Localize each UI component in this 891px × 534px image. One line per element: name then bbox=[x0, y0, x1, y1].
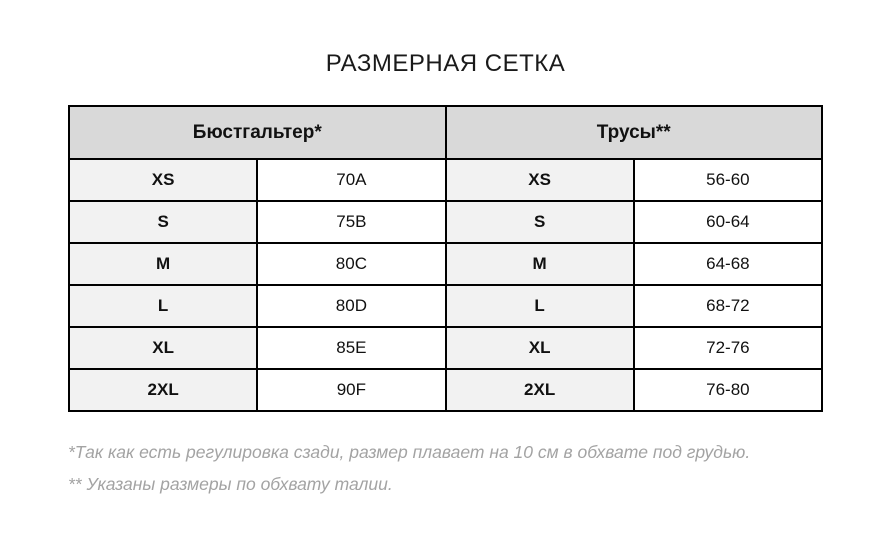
panty-value-cell: 76-80 bbox=[634, 369, 822, 411]
table-row bbox=[69, 285, 822, 327]
bra-value-cell: 70A bbox=[257, 159, 445, 201]
table-row bbox=[69, 369, 822, 411]
bra-size-cell: M bbox=[69, 243, 257, 285]
bra-column-header: Бюстгальтер* bbox=[69, 106, 446, 159]
panty-size-cell: L bbox=[446, 285, 634, 327]
panty-size-cell: S bbox=[446, 201, 634, 243]
panty-size-cell: 2XL bbox=[446, 369, 634, 411]
bra-size-cell: 2XL bbox=[69, 369, 257, 411]
panty-size-cell: XL bbox=[446, 327, 634, 369]
bra-value-cell: 80D bbox=[257, 285, 445, 327]
header-row bbox=[69, 106, 822, 159]
panty-size-cell: M bbox=[446, 243, 634, 285]
panty-value-cell: 56-60 bbox=[634, 159, 822, 201]
footnotes-block bbox=[68, 436, 823, 500]
panty-value-cell: 60-64 bbox=[634, 201, 822, 243]
footnote-panties: ** Указаны размеры по обхвату талии. bbox=[68, 474, 393, 494]
panty-value-cell: 68-72 bbox=[634, 285, 822, 327]
table-row bbox=[69, 201, 822, 243]
panty-value-cell: 72-76 bbox=[634, 327, 822, 369]
page-title: РАЗМЕРНАЯ СЕТКА bbox=[325, 50, 566, 77]
bra-size-cell: L bbox=[69, 285, 257, 327]
table-row bbox=[69, 327, 822, 369]
panties-column-header: Трусы** bbox=[446, 106, 823, 159]
panty-size-cell: XS bbox=[446, 159, 634, 201]
bra-value-cell: 80C bbox=[257, 243, 445, 285]
bra-value-cell: 85E bbox=[257, 327, 445, 369]
footnote-bra: *Так как есть регулировка сзади, размер плавает на 10 см в обхвате под грудью. bbox=[68, 442, 751, 462]
panty-value-cell: 64-68 bbox=[634, 243, 822, 285]
size-table bbox=[68, 105, 823, 412]
bra-size-cell: XS bbox=[69, 159, 257, 201]
bra-value-cell: 75B bbox=[257, 201, 445, 243]
bra-size-cell: XL bbox=[69, 327, 257, 369]
size-table-body bbox=[69, 159, 822, 411]
table-row bbox=[69, 159, 822, 201]
bra-size-cell: S bbox=[69, 201, 257, 243]
bra-value-cell: 90F bbox=[257, 369, 445, 411]
table-row bbox=[69, 243, 822, 285]
size-table-header bbox=[69, 106, 822, 159]
